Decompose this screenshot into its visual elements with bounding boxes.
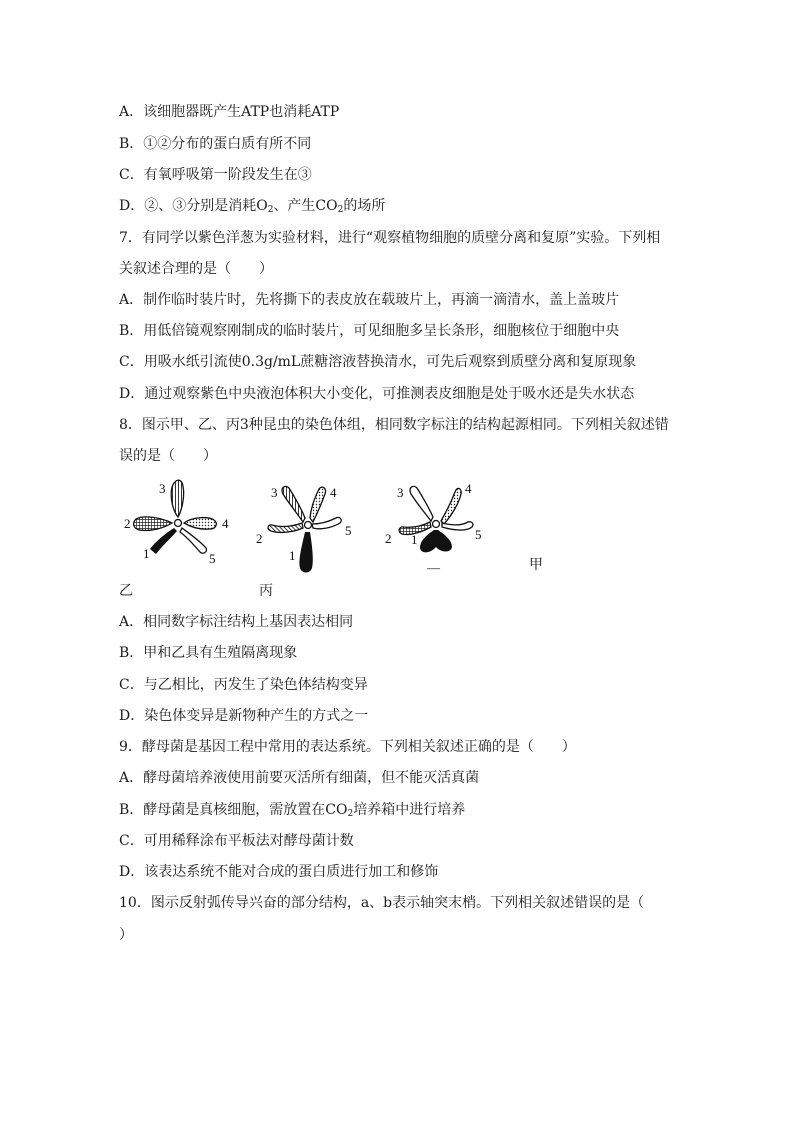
label-2: 2 <box>385 531 392 546</box>
chromosome-4 <box>184 518 216 530</box>
label-5: 5 <box>209 551 216 566</box>
chromosome-3 <box>282 486 305 522</box>
q6-option-d-sub1: 2 <box>267 205 274 215</box>
q7-option-d: D．通过观察紫色中央液泡体积大小变化，可推测表皮细胞是处于吸水还是失水状态 <box>119 386 635 402</box>
label-3: 3 <box>271 485 278 500</box>
label-3: 3 <box>397 485 404 500</box>
q6-option-d-mid: 、产生CO <box>273 198 338 214</box>
label-2: 2 <box>124 516 131 531</box>
q8-stem-line1: 8．图示甲、乙、丙3种昆虫的染色体组，相同数字标注的结构起源相同。下列相关叙述错 <box>119 417 669 433</box>
q6-option-d-pre: D．②、③分别是消耗O <box>119 198 268 214</box>
q8-option-a: A．相同数字标注结构上基因表达相同 <box>119 614 354 630</box>
chromosome-3 <box>171 480 183 517</box>
chromosome-1 <box>420 530 452 552</box>
q9-stem: 9．酵母菌是基因工程中常用的表达系统。下列相关叙述正确的是（ ） <box>119 739 576 755</box>
q9-option-b <box>119 800 465 824</box>
q7-stem-line2: 关叙述合理的是（ ） <box>119 261 273 277</box>
q9-option-d: D．该表达系统不能对合成的蛋白质进行加工和修饰 <box>119 864 439 880</box>
q8-stem-line2: 误的是（ ） <box>119 448 217 464</box>
q6-option-c: C．有氧呼吸第一阶段发生在③ <box>119 167 312 183</box>
chromosome-1 <box>150 528 177 554</box>
q7-stem-line1: 7．有同学以紫色洋葱为实验材料，进行“观察植物细胞的质壁分离和复原”实验。下列相 <box>119 230 661 246</box>
caption-jia: 甲 <box>529 558 543 573</box>
q8-option-b: B．甲和乙具有生殖隔离现象 <box>119 645 298 661</box>
q10-stem-line1: 10．图示反射弧传导兴奋的部分结构，a、b表示轴突末梢。下列相关叙述错误的是（ <box>119 895 645 911</box>
chromosome-2 <box>268 523 303 532</box>
label-3: 3 <box>159 481 166 496</box>
q8-option-d: D．染色体变异是新物种产生的方式之一 <box>119 708 369 724</box>
q6-option-b: B．①②分布的蛋白质有所不同 <box>119 136 312 152</box>
q9-option-b-post: 培养箱中进行培养 <box>353 802 466 818</box>
q6-option-a: A．该细胞器既产生ATP也消耗ATP <box>119 104 340 120</box>
label-4: 4 <box>465 481 472 496</box>
chromosome-4 <box>310 487 325 522</box>
label-5: 5 <box>475 527 482 542</box>
label-4: 4 <box>330 485 337 500</box>
label-2: 2 <box>256 531 263 546</box>
q6-option-d <box>119 196 385 220</box>
chromosome-1 <box>299 532 312 573</box>
q9-option-b-pre: B．酵母菌是真核细胞，需放置在CO <box>119 802 348 818</box>
label-1: 1 <box>289 548 296 563</box>
chromosome-set-bing <box>385 481 482 575</box>
chromosome-5 <box>442 522 473 530</box>
caption-yi: 乙 <box>119 583 133 599</box>
label-4: 4 <box>222 516 229 531</box>
caption-dash: — <box>427 560 440 575</box>
label-1: 1 <box>411 532 418 547</box>
chromosome-4 <box>441 488 461 524</box>
chromosome-set-jia <box>124 480 229 566</box>
chromosome-5 <box>180 528 206 553</box>
caption-bing: 丙 <box>259 583 273 599</box>
chromosome-5 <box>312 517 341 528</box>
q9-option-a: A．酵母菌培养液使用前要灭活所有细菌，但不能灭活真菌 <box>119 770 480 786</box>
q6-option-d-post: 的场所 <box>343 198 386 214</box>
chromosome-3 <box>410 486 433 521</box>
q10-stem-line2: ） <box>119 927 133 943</box>
q6-option-d-sub2: 2 <box>337 205 344 215</box>
label-1: 1 <box>143 546 150 561</box>
chromosome-set-yi <box>256 485 352 573</box>
q7-option-a: A．制作临时装片时，先将撕下的表皮放在载玻片上，再滴一滴清水，盖上盖玻片 <box>119 292 620 308</box>
q8-option-c: C．与乙相比，丙发生了染色体结构变异 <box>119 677 368 693</box>
q9-option-c: C．可用稀释涂布平板法对酵母菌计数 <box>119 833 354 849</box>
label-5: 5 <box>345 523 352 538</box>
q9-option-b-sub: 2 <box>347 809 354 819</box>
q7-option-b: B．用低倍镜观察刚制成的临时装片，可见细胞多呈长条形，细胞核位于细胞中央 <box>119 323 620 339</box>
q7-option-c: C．用吸水纸引流使0.3g/mL蔗糖溶液替换清水，可先后观察到质壁分离和复原现象 <box>119 354 637 370</box>
chromosome-2 <box>134 517 172 531</box>
